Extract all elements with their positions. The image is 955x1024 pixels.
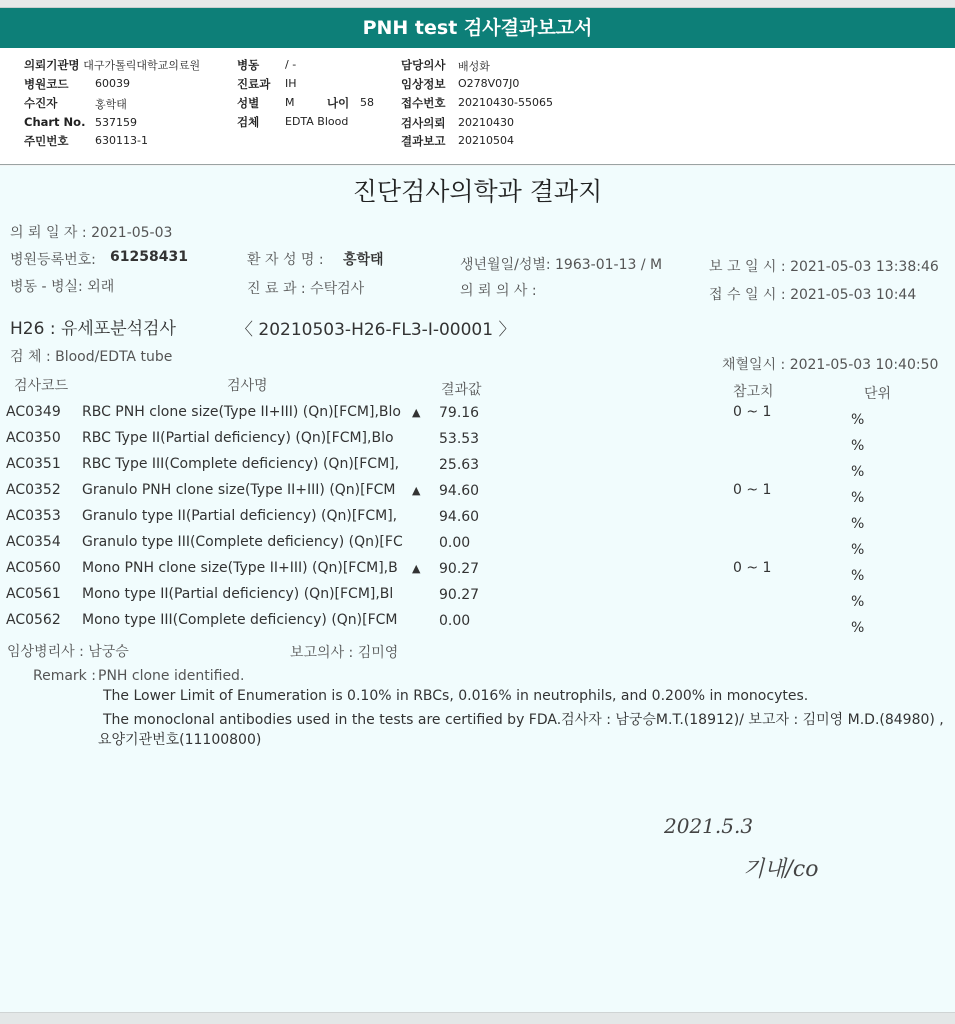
receipt-label: 접수번호	[401, 96, 446, 110]
sex-label: 성별	[237, 96, 260, 110]
row-unit: %	[851, 542, 865, 558]
row-high-flag-icon: ▲	[412, 562, 421, 575]
row-test-name: Granulo type II(Partial deficiency) (Qn)[FCM],	[82, 508, 398, 524]
row-test-name: RBC Type III(Complete deficiency) (Qn)[FCM],	[82, 456, 400, 472]
row-reference: 0 ~ 1	[733, 560, 772, 576]
window-bottom-strip	[0, 1012, 955, 1024]
dept-row	[237, 76, 270, 92]
row-code: AC0350	[6, 430, 61, 446]
row-code: AC0354	[6, 534, 61, 550]
row-result: 79.16	[439, 405, 480, 421]
row-unit: %	[851, 412, 865, 428]
remark-line-3: The monoclonal antibodies used in the tests are certified by FDA.검사자 : 남궁승M.T.(18912)/ 보고자 : 김미영 M.D.(84980) ,	[103, 712, 944, 728]
receipt-row	[401, 95, 445, 111]
window-top-strip	[0, 0, 955, 8]
registration-value: 61258431	[110, 249, 188, 265]
reporting-doctor: 보고의사 : 김미영	[290, 645, 399, 661]
chart-label: Chart No.	[24, 115, 86, 129]
request-row	[401, 115, 445, 131]
chart-value: 537159	[95, 116, 137, 129]
ward-value: / -	[285, 58, 297, 71]
doctor-row	[401, 57, 445, 73]
birth-sex: 생년월일/성별: 1963-01-13 / M	[460, 257, 663, 273]
row-reference: 0 ~ 1	[733, 404, 772, 420]
age-value: 58	[360, 96, 374, 109]
receipt-value: 20210430-55065	[458, 96, 553, 109]
specimen-value: EDTA Blood	[285, 115, 349, 128]
column-header-code: 검사코드	[14, 378, 69, 394]
sex-row	[237, 95, 259, 111]
clinical-row	[401, 76, 445, 92]
column-header-reference: 참고치	[733, 384, 774, 400]
row-result: 0.00	[439, 535, 471, 551]
row-test-name: Granulo type III(Complete deficiency) (Qn)[FC	[82, 534, 403, 550]
chart-row	[24, 115, 85, 129]
handwritten-date: 2021.5.3	[664, 814, 754, 838]
row-unit: %	[851, 516, 865, 532]
institution-label: 의뢰기관명	[24, 58, 80, 72]
row-result: 0.00	[439, 613, 471, 629]
collection-time: 채혈일시 : 2021-05-03 10:40:50	[722, 357, 939, 373]
row-code: AC0353	[6, 508, 61, 524]
hospital-code-label: 병원코드	[24, 77, 69, 91]
age-row	[327, 95, 349, 111]
age-label: 나이	[327, 96, 350, 110]
remark-label: Remark :	[33, 668, 96, 684]
row-test-name: RBC PNH clone size(Type II+III) (Qn)[FCM],Blo	[82, 404, 401, 420]
report-title: 진단검사의학과 결과지	[352, 177, 603, 206]
row-test-name: RBC Type II(Partial deficiency) (Qn)[FCM],Blo	[82, 430, 394, 446]
ward-row	[237, 57, 259, 73]
row-result: 53.53	[439, 431, 480, 447]
report-row	[401, 133, 445, 149]
column-header-name: 검사명	[227, 378, 268, 394]
sex-value: M	[285, 96, 295, 109]
doctor-value: 배성화	[458, 60, 490, 73]
clinical-pathologist: 임상병리사 : 남궁승	[7, 644, 129, 660]
row-unit: %	[851, 438, 865, 454]
patient-row	[24, 95, 57, 111]
patient-name-value: 홍학태	[343, 252, 384, 268]
specimen-type: 검 체 : Blood/EDTA tube	[10, 349, 173, 365]
id-row	[24, 133, 68, 149]
row-unit: %	[851, 594, 865, 610]
column-header-result: 결과값	[441, 382, 482, 398]
id-label: 주민번호	[24, 134, 69, 148]
remark-line-4: 요양기관번호(11100800)	[98, 732, 262, 748]
accession-number: 〈 20210503-H26-FL3-I-00001 〉	[236, 320, 516, 340]
row-unit: %	[851, 620, 865, 636]
report-label: 결과보고	[401, 134, 446, 148]
row-code: AC0561	[6, 586, 61, 602]
request-date: 의 뢰 일 자 : 2021-05-03	[10, 225, 173, 241]
patient-label: 수진자	[24, 96, 58, 110]
dept-value: IH	[285, 77, 297, 90]
row-test-name: Mono type II(Partial deficiency) (Qn)[FCM],Bl	[82, 586, 394, 602]
clinical-label: 임상정보	[401, 77, 446, 91]
row-result: 90.27	[439, 561, 480, 577]
row-code: AC0351	[6, 456, 61, 472]
department: 진 료 과 : 수탁검사	[247, 281, 365, 297]
dept-label: 진료과	[237, 77, 271, 91]
hospital-code-row	[24, 76, 68, 92]
row-code: AC0352	[6, 482, 61, 498]
patient-value: 홍학태	[95, 98, 127, 111]
remark-line-2: The Lower Limit of Enumeration is 0.10% in RBCs, 0.016% in neutrophils, and 0.200% in monocytes.	[103, 688, 809, 704]
row-result: 25.63	[439, 457, 480, 473]
row-unit: %	[851, 490, 865, 506]
report-time: 보 고 일 시 : 2021-05-03 13:38:46	[709, 259, 939, 275]
row-unit: %	[851, 464, 865, 480]
report-value: 20210504	[458, 134, 514, 147]
id-value: 630113-1	[95, 134, 148, 147]
patient-info-box	[0, 48, 955, 165]
row-result: 90.27	[439, 587, 480, 603]
row-high-flag-icon: ▲	[412, 484, 421, 497]
remark-line-1: PNH clone identified.	[98, 668, 245, 684]
row-code: AC0562	[6, 612, 61, 628]
institution-value: 대구가톨릭대학교의료원	[83, 59, 201, 72]
clinical-value: O278V07J0	[458, 77, 520, 90]
requesting-doctor: 의 뢰 의 사 :	[460, 283, 537, 299]
ward-room: 병동 - 병실: 외래	[10, 279, 115, 295]
hospital-code-value: 60039	[95, 77, 130, 90]
patient-name-label: 환 자 성 명 :	[247, 252, 324, 268]
receipt-time: 접 수 일 시 : 2021-05-03 10:44	[709, 287, 917, 303]
page-title: PNH test 검사결과보고서	[0, 8, 955, 48]
row-result: 94.60	[439, 483, 480, 499]
section-title: H26 : 유세포분석검사	[10, 319, 176, 339]
row-result: 94.60	[439, 509, 480, 525]
row-test-name: Mono type III(Complete deficiency) (Qn)[FCM	[82, 612, 398, 628]
row-code: AC0349	[6, 404, 61, 420]
specimen-row	[237, 114, 259, 130]
request-value: 20210430	[458, 116, 514, 129]
row-reference: 0 ~ 1	[733, 482, 772, 498]
doctor-label: 담당의사	[401, 58, 446, 72]
specimen-label: 검체	[237, 115, 260, 129]
ward-label: 병동	[237, 58, 260, 72]
institution-row	[24, 57, 200, 73]
registration-label: 병원등록번호:	[10, 252, 96, 268]
row-test-name: Granulo PNH clone size(Type II+III) (Qn)[FCM	[82, 482, 396, 498]
lab-report	[0, 166, 955, 1012]
row-unit: %	[851, 568, 865, 584]
column-header-unit: 단위	[864, 386, 892, 402]
row-high-flag-icon: ▲	[412, 406, 421, 419]
handwritten-signature: 기내/co	[743, 857, 819, 882]
row-test-name: Mono PNH clone size(Type II+III) (Qn)[FCM],B	[82, 560, 398, 576]
row-code: AC0560	[6, 560, 61, 576]
request-label: 검사의뢰	[401, 116, 446, 130]
